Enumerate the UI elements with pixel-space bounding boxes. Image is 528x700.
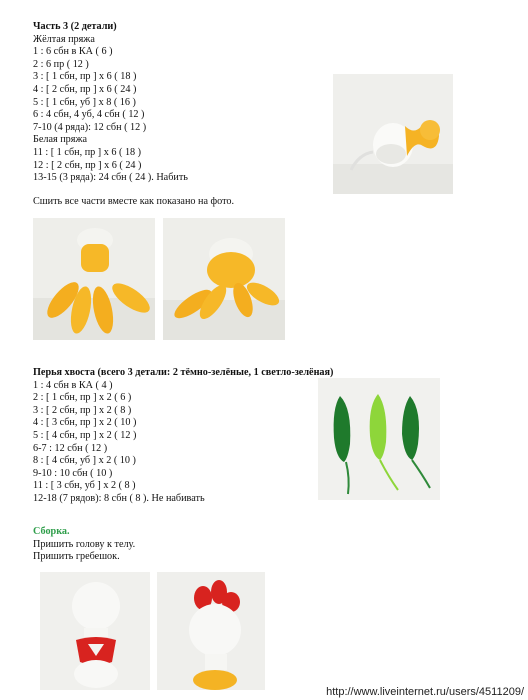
row-line: 12-18 (7 рядов): 8 сбн ( 8 ). Не набивать xyxy=(33,492,205,504)
part3-instructions xyxy=(33,21,188,185)
row-line: 9-10 : 10 сбн ( 10 ) xyxy=(33,467,113,479)
feathers-title: Перья хвоста (всего 3 детали: 2 тёмно-зелёные, 1 светло-зелёная) xyxy=(33,367,334,378)
yarn-yellow-label: Жёлтая пряжа xyxy=(33,33,95,45)
row-line: 11 : [ 3 сбн, уб ] x 2 ( 8 ) xyxy=(33,480,136,492)
feet-front-image xyxy=(33,218,155,340)
yarn-white-label: Белая пряжа xyxy=(33,134,88,146)
row-line: 3 : [ 2 сбн, пр ] x 2 ( 8 ) xyxy=(33,404,132,416)
assembly-title: Сборка. xyxy=(33,526,70,537)
feathers-photo xyxy=(318,378,440,500)
row-line: 1 : 4 сбн в КА ( 4 ) xyxy=(33,379,113,391)
feathers-image xyxy=(318,378,440,500)
foot-part-image xyxy=(333,74,453,194)
sew-note: Сшить все части вместе как показано на фото. xyxy=(33,196,235,207)
row-line: 8 : [ 4 сбн, уб ] x 2 ( 10 ) xyxy=(33,455,136,467)
feet-photo-side xyxy=(163,218,285,340)
feathers-instructions xyxy=(33,367,333,506)
row-line: 5 : [ 1 сбн, уб ] x 8 ( 16 ) xyxy=(33,96,136,108)
part3-note xyxy=(33,196,234,209)
assembly-body-image xyxy=(40,572,150,690)
foot-part-photo xyxy=(333,74,453,194)
feet-side-image xyxy=(163,218,285,340)
row-line: 12 : [ 2 сбн, пр ] x 6 ( 24 ) xyxy=(33,159,142,171)
assembly-line: Пришить голову к телу. xyxy=(33,538,136,550)
assembly-line: Пришить гребешок. xyxy=(33,551,120,563)
row-line: 13-15 (3 ряда): 24 сбн ( 24 ). Набить xyxy=(33,172,188,184)
row-line: 5 : [ 4 сбн, пр ] x 2 ( 12 ) xyxy=(33,429,137,441)
row-line: 2 : 6 пр ( 12 ) xyxy=(33,58,89,70)
row-line: 1 : 6 сбн в КА ( 6 ) xyxy=(33,46,113,58)
part3-title: Часть 3 (2 детали) xyxy=(33,21,117,32)
row-line: 4 : [ 2 сбн, пр ] x 6 ( 24 ) xyxy=(33,83,137,95)
row-line: 4 : [ 3 сбн, пр ] x 2 ( 10 ) xyxy=(33,417,137,429)
assembly-comb-image xyxy=(157,572,265,690)
feet-photo-front xyxy=(33,218,155,340)
assembly-instructions xyxy=(33,526,135,564)
row-line: 6 : 4 сбн, 4 уб, 4 сбн ( 12 ) xyxy=(33,109,145,121)
row-line: 7-10 (4 ряда): 12 сбн ( 12 ) xyxy=(33,121,147,133)
row-line: 3 : [ 1 сбн, пр ] x 6 ( 18 ) xyxy=(33,71,137,83)
row-line: 11 : [ 1 сбн, пр ] x 6 ( 18 ) xyxy=(33,146,142,158)
source-url: http://www.liveinternet.ru/users/4511209/ xyxy=(326,686,524,698)
row-line: 2 : [ 1 сбн, пр ] x 2 ( 6 ) xyxy=(33,392,132,404)
assembly-photo-comb xyxy=(157,572,265,690)
row-line: 6-7 : 12 сбн ( 12 ) xyxy=(33,442,108,454)
assembly-photo-body xyxy=(40,572,150,690)
